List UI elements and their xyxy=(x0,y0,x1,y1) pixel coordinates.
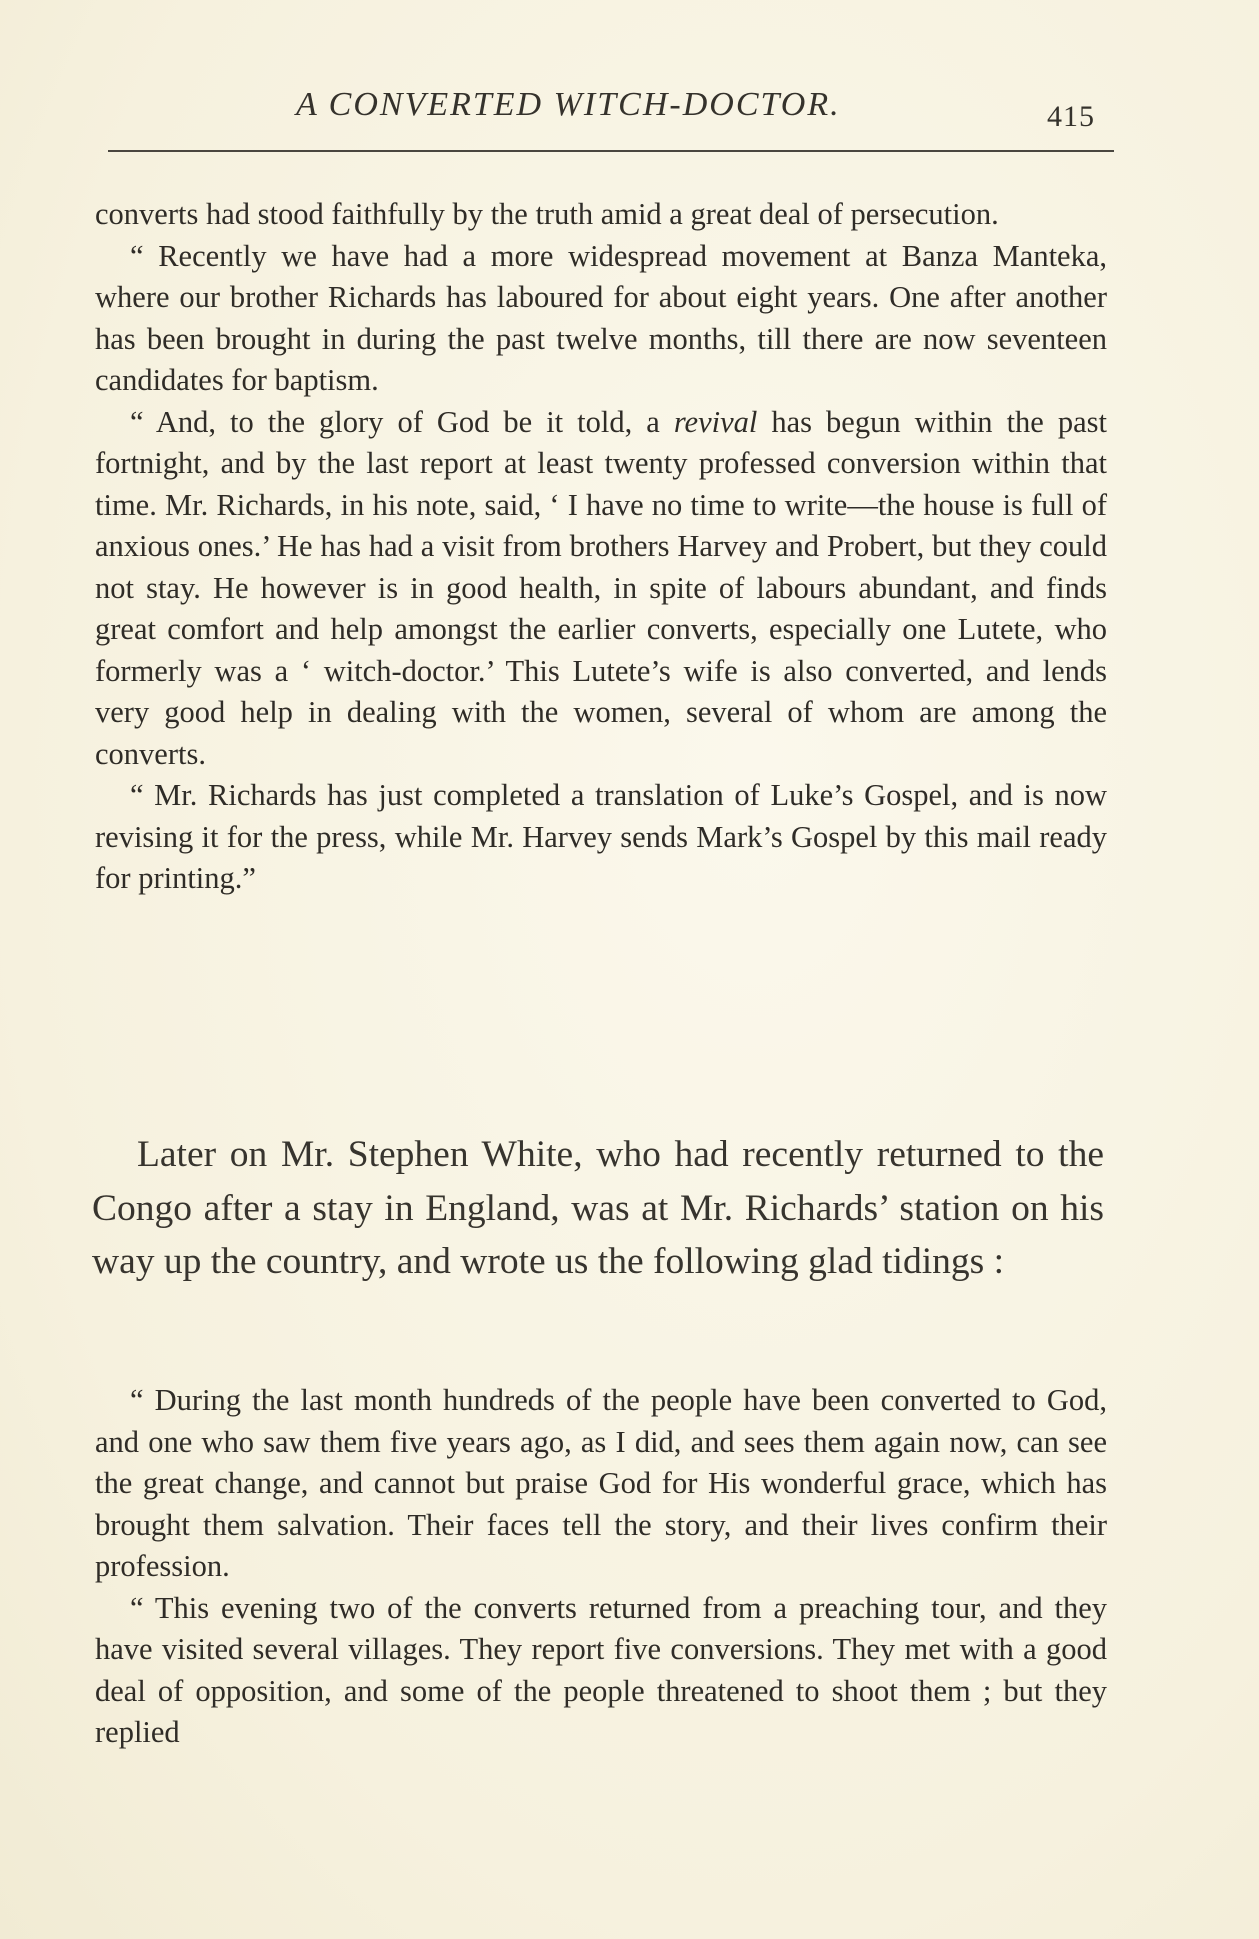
letter-one-paragraph-1: converts had stood faithfully by the truth amid a great deal of persecution. xyxy=(95,197,999,231)
narrative-paragraph xyxy=(92,1128,1104,1289)
letter-two-paragraph-2: “ This evening two of the converts returned from a preaching tour, and they have visited several villages. They report five conversions. They met with a good deal of opposition, and some of the people threatened to shoot them ; but they replied xyxy=(95,1590,1107,1749)
narrative-text: Later on Mr. Stephen White, who had recently returned to the Congo after a stay in England, was at Mr. Richards’ station on his way up the country, and wrote us the following glad tidings : xyxy=(92,1134,1104,1282)
revival-emphasis: revival xyxy=(673,404,758,439)
header-rule xyxy=(108,150,1114,152)
letter-two xyxy=(95,1380,1107,1754)
running-head: A CONVERTED WITCH-DOCTOR. xyxy=(296,86,841,123)
paragraph-3-lead: “ And, to the glory of God be it told, a xyxy=(130,404,674,439)
letter-one xyxy=(95,194,1107,900)
letter-one-paragraph-2: “ Recently we have had a more widespread movement at Banza Manteka, where our brother Richards has laboured for about eight years. One after another has been brought in during the past twelve months, till there are now seventeen candidates for baptism. xyxy=(95,238,1107,397)
letter-one-paragraph-3 xyxy=(95,402,1107,776)
paragraph-3-rest: has begun within the past fortnight, and by the last report at least twenty professed conversion within that time. Mr. Richards, in his note, said, ‘ I have no time to write—the house is full of anxious ones.’ He has had a visit from brothers Harvey and Probert, but they could not stay. He however is in good health, in spite of labours abundant, and finds great comfort and help amongst the earlier converts, especially one Lutete, who formerly was a ‘ witch-doctor.’ This Lutete’s wife is also converted, and lends very good help in dealing with the women, several of whom are among the converts. xyxy=(95,404,1107,771)
page-number: 415 xyxy=(1047,100,1095,133)
letter-one-paragraph-4: “ Mr. Richards has just completed a translation of Luke’s Gospel, and is now revising it for the press, while Mr. Harvey sends Mark’s Gospel by this mail ready for printing.” xyxy=(95,778,1107,895)
letter-two-paragraph-1: “ During the last month hundreds of the people have been converted to God, and one who saw them five years ago, as I did, and sees them again now, can see the great change, and cannot but praise God for His wonderful grace, which has brought them salvation. Their faces tell the story, and their lives confirm their profession. xyxy=(95,1383,1107,1583)
